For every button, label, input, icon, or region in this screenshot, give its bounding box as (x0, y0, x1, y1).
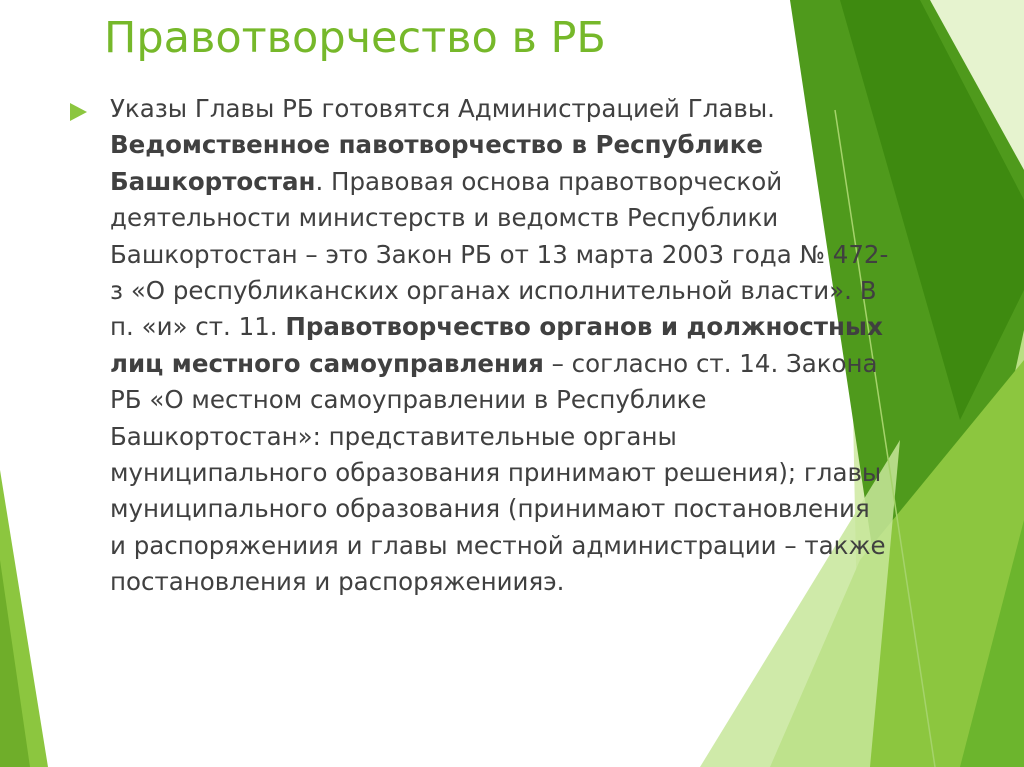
text-line-4: деятельности министерств и ведомств Республики (110, 203, 779, 233)
text-segment: . Правовая основа правотворческой (315, 166, 783, 196)
text-segment: – согласно ст. 14. Закона (543, 348, 878, 378)
text-segment: п. «и» ст. 11. (110, 312, 286, 342)
text-line-5: Башкортостан – это Закон РБ от 13 марта 2003 года № 472- (110, 239, 889, 269)
slide-title: Правотворчество в РБ (104, 13, 606, 63)
text-line-6: з «О республиканских органах исполнительной власти». В (110, 276, 877, 306)
text-line-11: муниципального образования принимают решения); главы (110, 458, 882, 488)
text-line-14: постановления и распоряжениияэ. (110, 567, 565, 597)
body-paragraph (110, 91, 960, 601)
text-line-8 (110, 346, 960, 382)
text-line-10: Башкортостан»: представительные органы (110, 421, 677, 451)
text-line-7 (110, 309, 960, 345)
text-line-1: Указы Главы РБ готовятся Администрацией Главы. (110, 94, 775, 123)
bold-phrase: Правотворчество органов и должностных (285, 312, 883, 342)
triangle-right-icon (70, 103, 87, 121)
text-line-3 (110, 164, 960, 200)
bold-phrase: Башкортостан (110, 166, 316, 196)
text-line-2 (110, 127, 960, 163)
text-line-13: и распоряжениия и главы местной администрации – также (110, 530, 886, 560)
text-line-9: РБ «О местном самоуправлении в Республике (110, 385, 707, 415)
bold-phrase: Ведомственное павотворчество в Республике (110, 130, 763, 160)
text-line-12: муниципального образования (принимают постановления (110, 494, 870, 524)
bold-phrase: лиц местного самоуправления (110, 348, 544, 378)
